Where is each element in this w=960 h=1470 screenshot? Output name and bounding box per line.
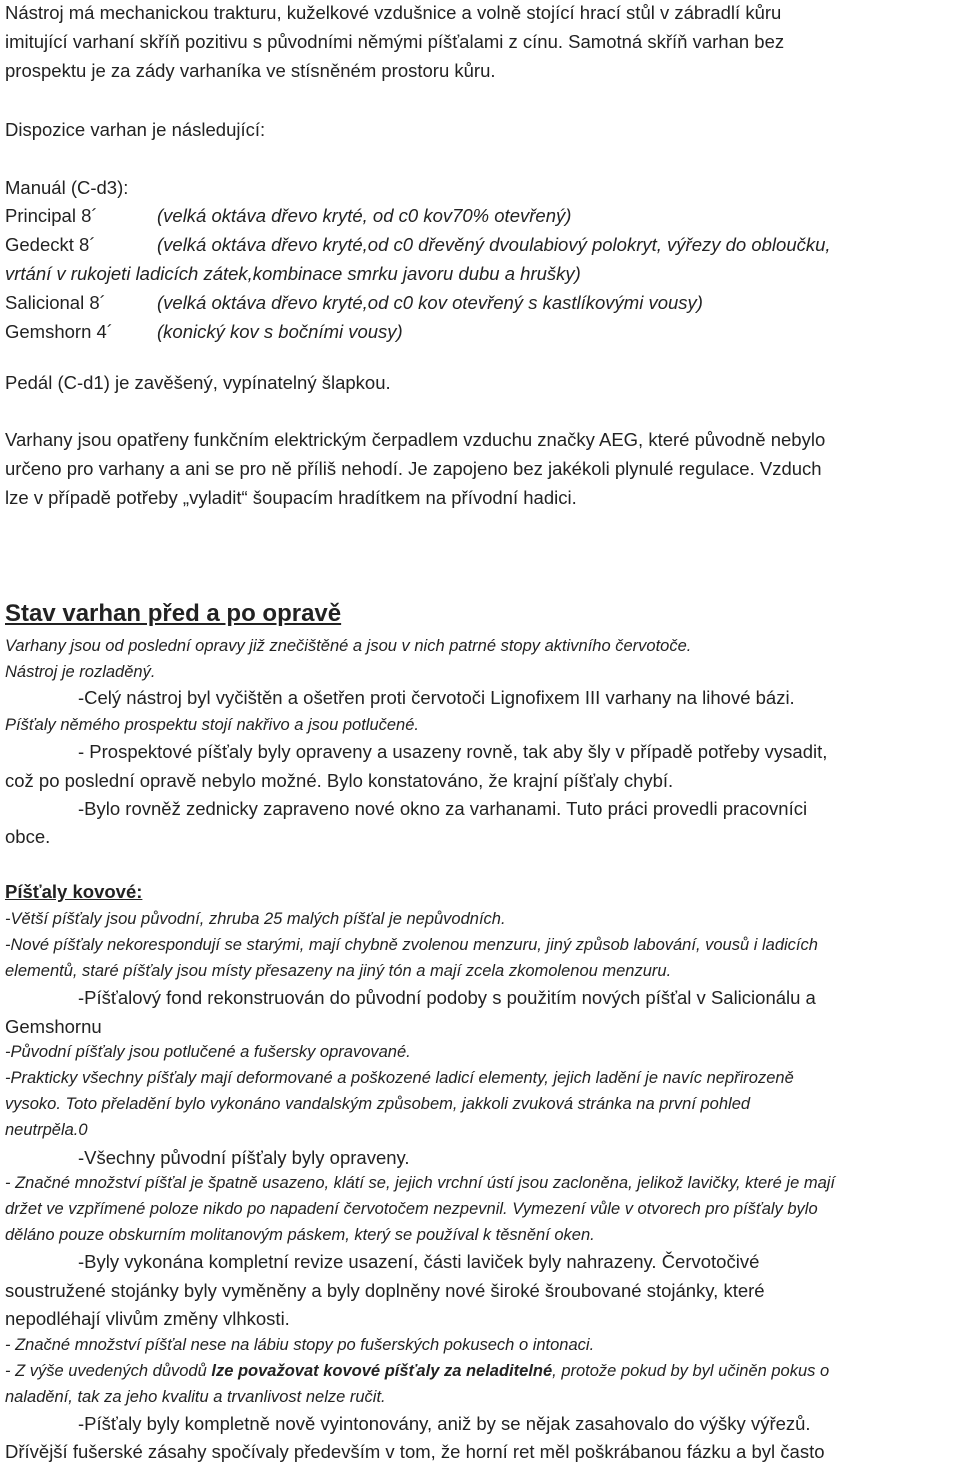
stop-name: Principal 8´: [5, 205, 98, 226]
stop-desc: (velká oktáva dřevo kryté,od c0 dřevěný dvoulabiový polokryt, výřezy do obloučku,: [157, 234, 831, 255]
state-line: Varhany jsou od poslední opravy již znečištěné a jsou v nich patrné stopy aktivního červotoče.: [5, 637, 692, 655]
metal-text: , protože pokud by byl učiněn pokus o: [552, 1362, 830, 1380]
state-line: což po poslední opravě nebylo možné. Bylo konstatováno, že krajní píšťaly chybí.: [5, 770, 674, 791]
stop-desc: (konický kov s bočními vousy): [157, 321, 403, 342]
stop-salicional: [5, 292, 960, 314]
stop-gemshorn: [5, 321, 960, 343]
metal-line: -Byly vykonána kompletní revize usazení, části laviček byly nahrazeny. Červotočivé: [78, 1251, 760, 1272]
stop-name: Gemshorn 4´: [5, 321, 113, 342]
section-heading-metal: Píšťaly kovové:: [5, 881, 143, 902]
state-line: Nástroj je rozladěný.: [5, 663, 156, 681]
stop-name: Gedeckt 8´: [5, 234, 96, 255]
stop-desc: (velká oktáva dřevo kryté,od c0 kov otevřený s kastlíkovými vousy): [157, 292, 703, 313]
metal-emphasis: lze považovat kovové píšťaly za neladitelné: [211, 1362, 553, 1380]
metal-line: -Prakticky všechny píšťaly mají deformované a poškozené ladicí elementy, jejich ladění je navíc nepřirozeně: [5, 1069, 794, 1087]
state-line: -Celý nástroj byl vyčištěn a ošetřen proti červotoči Lignofixem III varhany na lihové bázi.: [78, 687, 795, 708]
metal-line: držet ve vzpřímené poloze nikdo po napadení červotočem nezpevnil. Vymezení vůle v otvorech pro píšťaly bylo: [5, 1200, 818, 1218]
state-line: Píšťaly němého prospektu stojí nakřivo a jsou potlučené.: [5, 716, 419, 734]
metal-line: elementů, staré píšťaly jsou místy přesazeny na jiný tón a mají zcela zkomolenou menzuru.: [5, 962, 672, 980]
stop-name: Salicional 8´: [5, 292, 106, 313]
blower-line-1: Varhany jsou opatřeny funkčním elektrickým čerpadlem vzduchu značky AEG, které původně nebylo: [5, 429, 826, 450]
blower-line-3: lze v případě potřeby „vyladit“ šoupacím hradítkem na přívodní hadici.: [5, 487, 577, 508]
state-line: -Bylo rovněž zednicky zapraveno nové okno za varhanami. Tuto práci provedli pracovníci: [78, 798, 808, 819]
stop-gedeckt: [5, 234, 960, 256]
disposition-intro: Dispozice varhan je následující:: [5, 119, 266, 140]
section-heading-state: Stav varhan před a po opravě: [5, 600, 342, 627]
metal-line: -Píšťaly byly kompletně nově vyintonovány, aniž by se nějak zasahovalo do výšky výřezů.: [78, 1413, 811, 1434]
intro-line-2: imitující varhaní skříň pozitivu s původními němými píšťalami z cínu. Samotná skříň varhan bez: [5, 31, 785, 52]
intro-line-3: prospektu je za zády varhaníka ve stísněném prostoru kůru.: [5, 60, 496, 81]
intro-line-1: Nástroj má mechanickou trakturu, kuželkové vzdušnice a volně stojící hrací stůl v zábradlí kůru: [5, 2, 782, 23]
metal-line: neutrpěla.0: [5, 1121, 88, 1139]
metal-line: naladění, tak za jeho kvalitu a trvanlivost nelze ručit.: [5, 1388, 386, 1406]
metal-line: Dřívější fušerské zásahy spočívaly především v tom, že horní ret měl poškrábanou fázku a byl často: [5, 1441, 825, 1462]
metal-line: -Větší píšťaly jsou původní, zhruba 25 malých píšťal je nepůvodních.: [5, 910, 506, 928]
metal-line: nepodléhají vlivům změny vlhkosti.: [5, 1308, 290, 1329]
metal-text: - Z výše uvedených důvodů: [5, 1362, 212, 1380]
metal-line: děláno pouze obskurním molitanovým páskem, který se používal k těsnění oken.: [5, 1226, 595, 1244]
metal-line: -Píšťalový fond rekonstruován do původní podoby s použitím nových píšťal v Salicionálu a: [78, 987, 816, 1008]
metal-line: Gemshornu: [5, 1016, 102, 1037]
pedal-note: Pedál (C-d1) je zavěšený, vypínatelný šlapkou.: [5, 372, 391, 393]
stop-gedeckt-desc-cont: vrtání v rukojeti ladicích zátek,kombinace smrku javoru dubu a hrušky): [5, 263, 581, 284]
metal-line: -Původní píšťaly jsou potlučené a fušersky opravované.: [5, 1043, 411, 1061]
metal-line: -Nové píšťaly nekorespondují se starými, mají chybně zvolenou menzuru, jiný způsob labování, vousů i ladicích: [5, 936, 818, 954]
state-line: obce.: [5, 826, 51, 847]
metal-line: vysoko. Toto přeladění bylo vykonáno vandalským způsobem, jakkoli zvuková stránka na první pohled: [5, 1095, 751, 1113]
state-line: - Prospektové píšťaly byly opraveny a usazeny rovně, tak aby šly v případě potřeby vysadit,: [78, 741, 828, 762]
metal-line: - Značné množství píšťal nese na lábiu stopy po fušerských pokusech o intonaci.: [5, 1336, 595, 1354]
stop-desc: (velká oktáva dřevo kryté, od c0 kov70% otevřený): [157, 205, 572, 226]
metal-line: -Všechny původní píšťaly byly opraveny.: [78, 1147, 410, 1168]
manual-label: Manuál (C-d3):: [5, 177, 129, 198]
metal-line: soustružené stojánky byly vyměněny a byly doplněny nové široké šroubované stojánky, které: [5, 1280, 765, 1301]
metal-line: - Značné množství píšťal je špatně usazeno, klátí se, jejich vrchní ústí jsou zacloněna, jelikož lavičky, které je mají: [5, 1174, 835, 1192]
metal-line-mixed: [5, 1362, 829, 1381]
blower-line-2: určeno pro varhany a ani se pro ně příliš nehodí. Je zapojeno bez jakékoli plynulé regulace. Vzduch: [5, 458, 822, 479]
stop-principal: [5, 205, 960, 227]
